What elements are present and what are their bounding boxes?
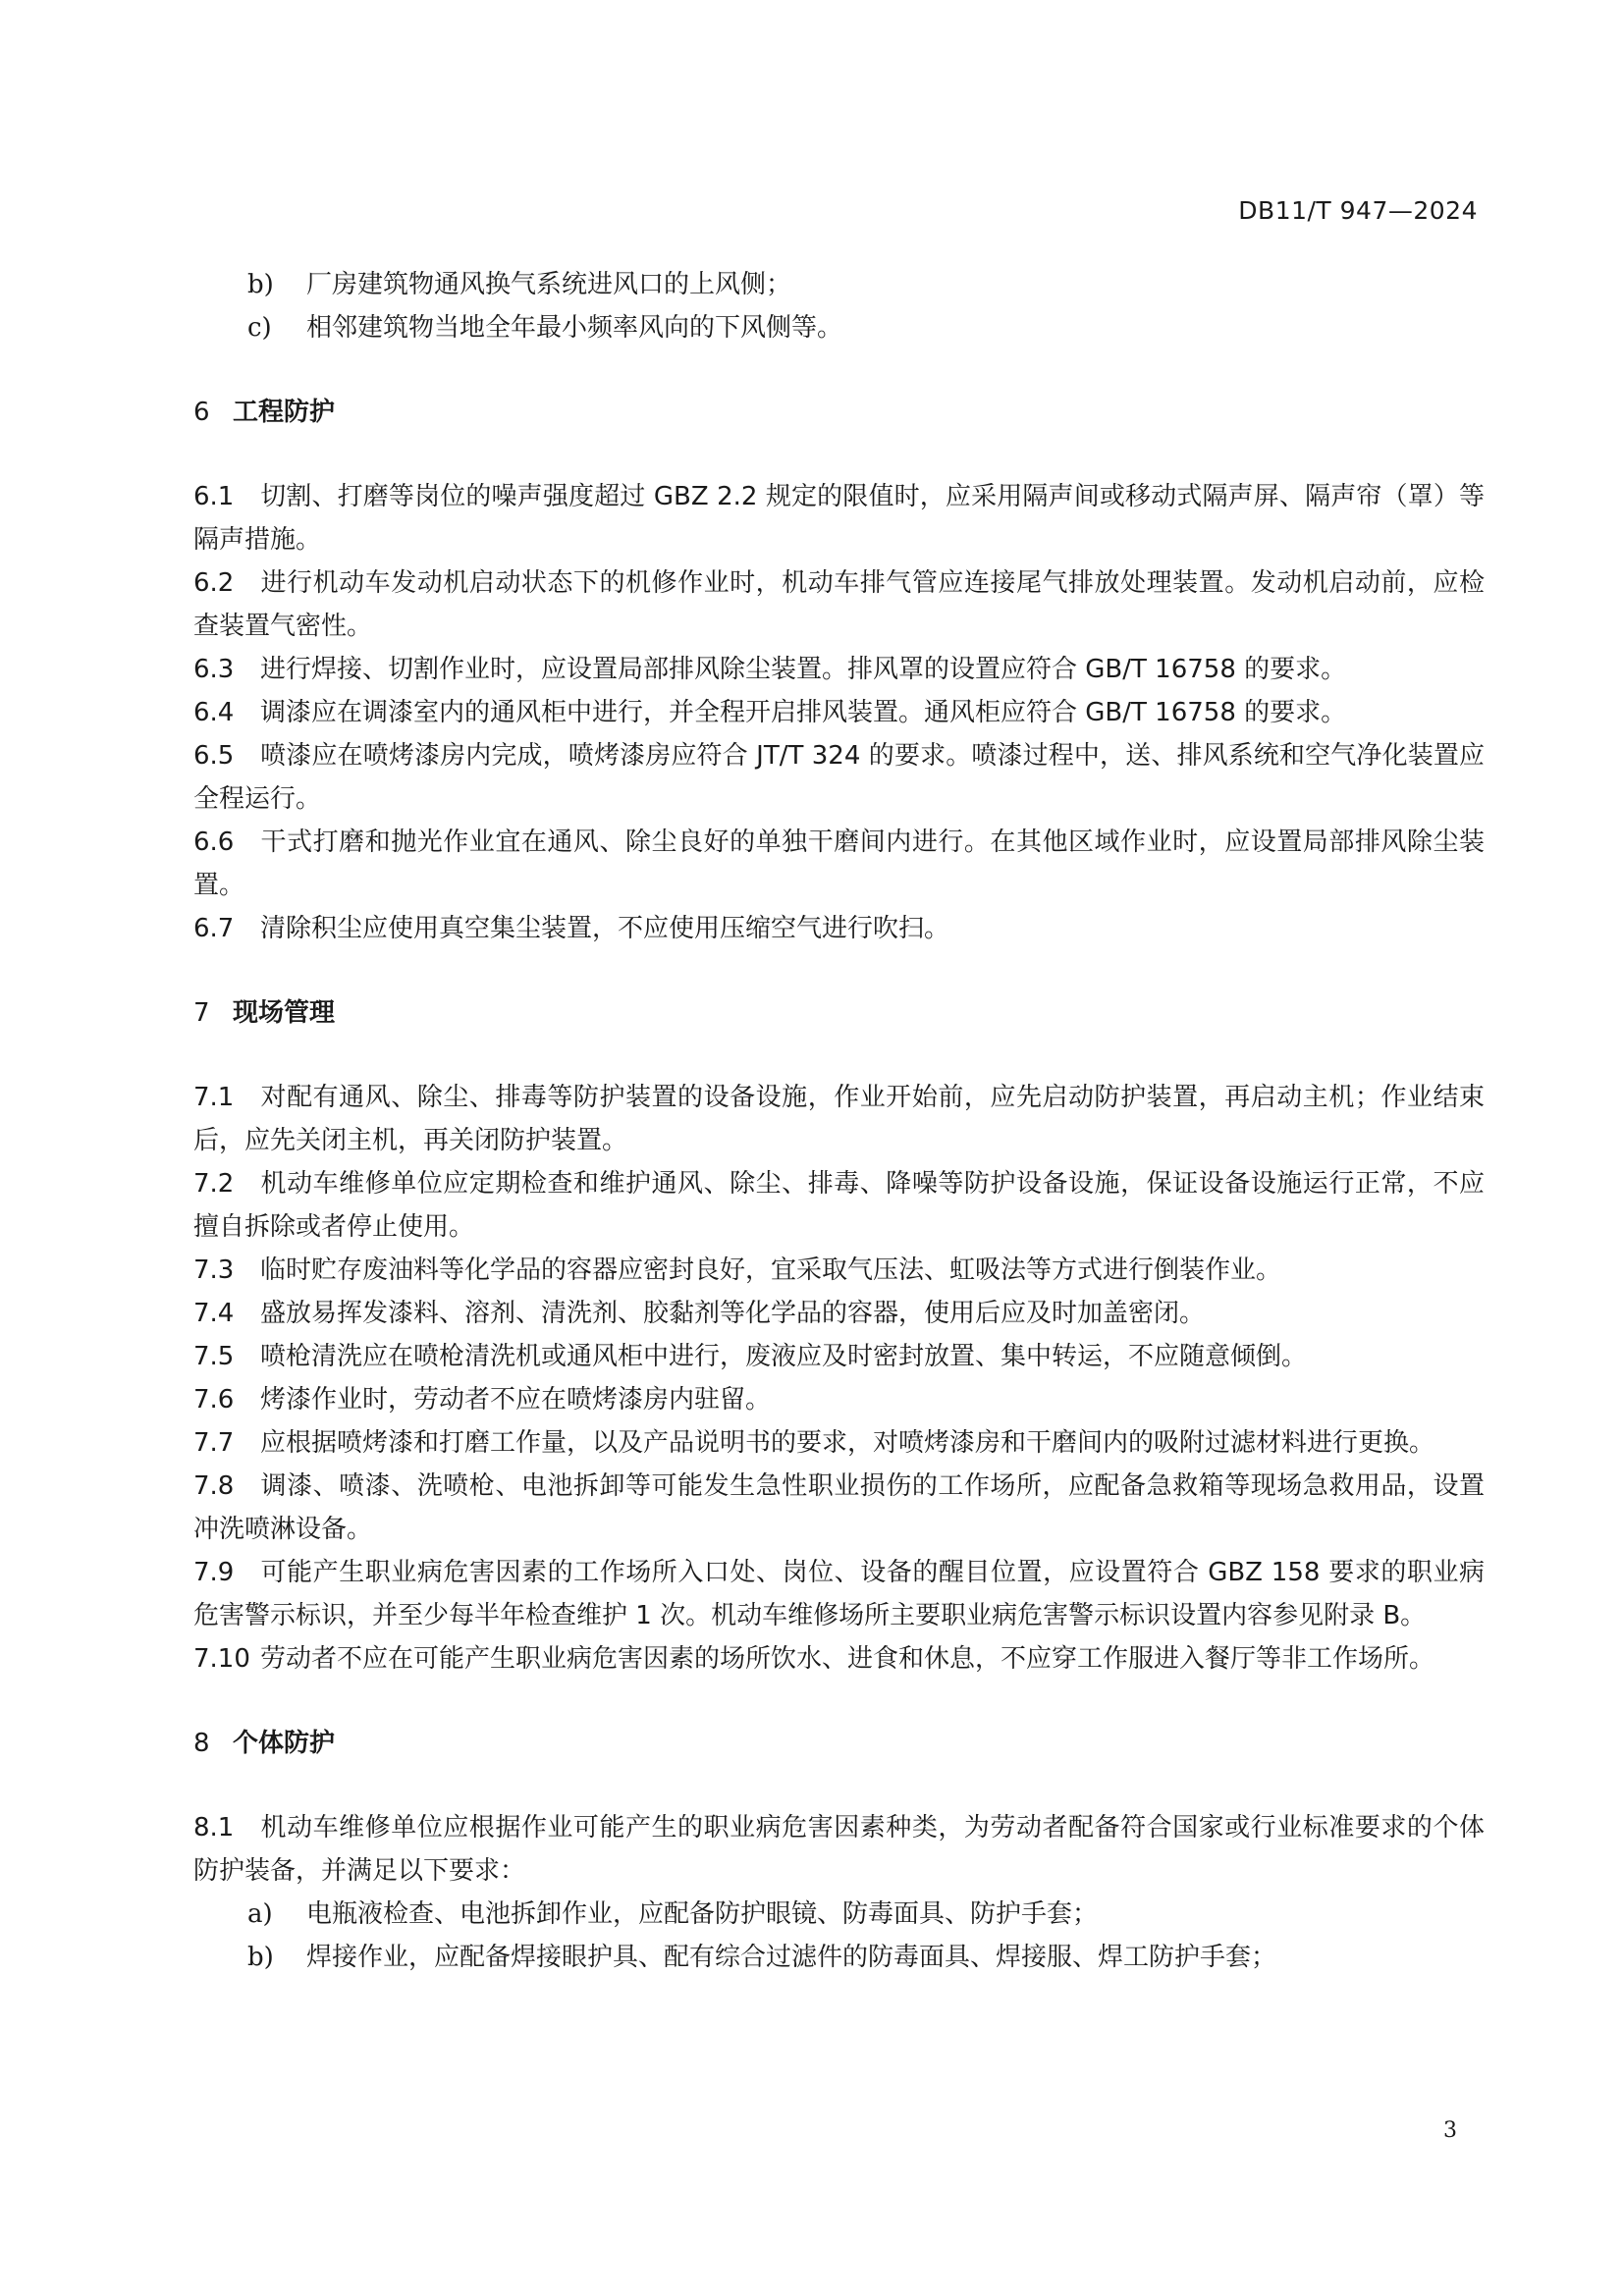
clause-number: 7.9 bbox=[193, 1558, 235, 1587]
clause-6-3 bbox=[193, 648, 1485, 691]
clause-number: 6.1 bbox=[193, 482, 235, 511]
clause-7-7 bbox=[193, 1421, 1485, 1465]
clause-6-7 bbox=[193, 907, 1485, 950]
clause-6-5 bbox=[193, 734, 1485, 821]
clause-text: 机动车维修单位应根据作业可能产生的职业病危害因素种类，为劳动者配备符合国家或行业标准要求的个体防护装备，并满足以下要求： bbox=[193, 1813, 1485, 1886]
clause-number: 6.5 bbox=[193, 741, 235, 771]
section-heading-7 bbox=[193, 991, 1485, 1035]
clause-number: 6.2 bbox=[193, 568, 235, 598]
clause-7-1 bbox=[193, 1076, 1485, 1162]
section-heading-6 bbox=[193, 391, 1485, 434]
clause-text: 进行机动车发动机启动状态下的机修作业时，机动车排气管应连接尾气排放处理装置。发动机启动前，应检查装置气密性。 bbox=[193, 568, 1485, 641]
clause-number: 6.4 bbox=[193, 698, 235, 727]
clause-number: 6.7 bbox=[193, 914, 235, 943]
section-heading-8 bbox=[193, 1722, 1485, 1765]
section-title: 现场管理 bbox=[233, 998, 336, 1028]
clause-7-8 bbox=[193, 1465, 1485, 1551]
clause-6-4 bbox=[193, 691, 1485, 734]
clause-7-5 bbox=[193, 1335, 1485, 1378]
clause-text: 干式打磨和抛光作业宜在通风、除尘良好的单独干磨间内进行。在其他区域作业时，应设置局部排风除尘装置。 bbox=[193, 828, 1485, 900]
clause-number: 7.4 bbox=[193, 1299, 235, 1328]
section-title: 工程防护 bbox=[233, 398, 336, 427]
list-item bbox=[193, 1936, 1485, 1979]
section-number: 8 bbox=[193, 1729, 210, 1758]
document-code: DB11/T 947—2024 bbox=[1238, 196, 1478, 225]
clause-number: 7.3 bbox=[193, 1255, 235, 1285]
clause-6-6 bbox=[193, 821, 1485, 907]
list-item-text: 相邻建筑物当地全年最小频率风向的下风侧等。 bbox=[306, 313, 843, 343]
section-number: 6 bbox=[193, 398, 210, 427]
clause-7-2 bbox=[193, 1162, 1485, 1249]
list-item-text: 电瓶液检查、电池拆卸作业，应配备防护眼镜、防毒面具、防护手套； bbox=[306, 1899, 1099, 1929]
page-number: 3 bbox=[1443, 2118, 1457, 2143]
clause-text: 对配有通风、除尘、排毒等防护装置的设备设施，作业开始前，应先启动防护装置，再启动主机；作业结束后，应先关闭主机，再关闭防护装置。 bbox=[193, 1083, 1485, 1155]
clause-7-9 bbox=[193, 1551, 1485, 1637]
clause-text: 劳动者不应在可能产生职业病危害因素的场所饮水、进食和休息，不应穿工作服进入餐厅等非工作场所。 bbox=[260, 1644, 1435, 1674]
clause-text: 进行焊接、切割作业时，应设置局部排风除尘装置。排风罩的设置应符合 GB/T 16758 的要求。 bbox=[260, 655, 1347, 684]
clause-number: 8.1 bbox=[193, 1813, 235, 1842]
clause-text: 盛放易挥发漆料、溶剂、清洗剂、胶黏剂等化学品的容器，使用后应及时加盖密闭。 bbox=[260, 1299, 1206, 1328]
clause-number: 7.10 bbox=[193, 1644, 250, 1674]
list-item bbox=[193, 1893, 1485, 1936]
clause-7-4 bbox=[193, 1292, 1485, 1335]
clause-text: 喷漆应在喷烤漆房内完成，喷烤漆房应符合 JT/T 324 的要求。喷漆过程中，送、排风系统和空气净化装置应全程运行。 bbox=[193, 741, 1485, 814]
clause-text: 临时贮存废油料等化学品的容器应密封良好，宜采取气压法、虹吸法等方式进行倒装作业。 bbox=[260, 1255, 1282, 1285]
list-item-mark: b) bbox=[247, 270, 274, 299]
list-item-mark: b) bbox=[247, 1943, 274, 1972]
list-item-text: 厂房建筑物通风换气系统进风口的上风侧； bbox=[306, 270, 792, 299]
section-title: 个体防护 bbox=[233, 1729, 336, 1758]
list-item-mark: c) bbox=[247, 313, 272, 343]
clause-number: 7.7 bbox=[193, 1428, 235, 1458]
clause-7-10 bbox=[193, 1637, 1485, 1681]
document-body bbox=[193, 263, 1485, 1979]
section-number: 7 bbox=[193, 998, 210, 1028]
clause-6-2 bbox=[193, 561, 1485, 648]
clause-6-1 bbox=[193, 475, 1485, 561]
clause-number: 7.2 bbox=[193, 1169, 235, 1199]
list-item bbox=[193, 306, 1485, 349]
list-item-text: 焊接作业，应配备焊接眼护具、配有综合过滤件的防毒面具、焊接服、焊工防护手套； bbox=[306, 1943, 1277, 1972]
clause-number: 7.6 bbox=[193, 1385, 235, 1415]
clause-number: 7.1 bbox=[193, 1083, 235, 1112]
clause-number: 7.5 bbox=[193, 1342, 235, 1371]
clause-number: 6.6 bbox=[193, 828, 235, 857]
clause-number: 7.8 bbox=[193, 1471, 235, 1501]
clause-text: 机动车维修单位应定期检查和维护通风、除尘、排毒、降噪等防护设备设施，保证设备设施运行正常，不应擅自拆除或者停止使用。 bbox=[193, 1169, 1485, 1242]
clause-text: 调漆、喷漆、洗喷枪、电池拆卸等可能发生急性职业损伤的工作场所，应配备急救箱等现场急救用品，设置冲洗喷淋设备。 bbox=[193, 1471, 1485, 1544]
clause-7-3 bbox=[193, 1249, 1485, 1292]
clause-text: 调漆应在调漆室内的通风柜中进行，并全程开启排风装置。通风柜应符合 GB/T 16758 的要求。 bbox=[260, 698, 1347, 727]
clause-text: 清除积尘应使用真空集尘装置，不应使用压缩空气进行吹扫。 bbox=[260, 914, 950, 943]
clause-8-1 bbox=[193, 1806, 1485, 1893]
clause-text: 喷枪清洗应在喷枪清洗机或通风柜中进行，废液应及时密封放置、集中转运，不应随意倾倒。 bbox=[260, 1342, 1308, 1371]
clause-text: 应根据喷烤漆和打磨工作量，以及产品说明书的要求，对喷烤漆房和干磨间内的吸附过滤材料进行更换。 bbox=[260, 1428, 1435, 1458]
list-item-mark: a) bbox=[247, 1899, 273, 1929]
list-item bbox=[193, 263, 1485, 306]
clause-text: 可能产生职业病危害因素的工作场所入口处、岗位、设备的醒目位置，应设置符合 GBZ 158 要求的职业病危害警示标识，并至少每半年检查维护 1 次。机动车维修场所主要职业病危害警示标识设置内容参见附录 B。 bbox=[193, 1558, 1485, 1630]
clause-text: 烤漆作业时，劳动者不应在喷烤漆房内驻留。 bbox=[260, 1385, 772, 1415]
clause-number: 6.3 bbox=[193, 655, 235, 684]
clause-7-6 bbox=[193, 1378, 1485, 1421]
clause-text: 切割、打磨等岗位的噪声强度超过 GBZ 2.2 规定的限值时，应采用隔声间或移动式隔声屏、隔声帘（罩）等隔声措施。 bbox=[193, 482, 1485, 555]
